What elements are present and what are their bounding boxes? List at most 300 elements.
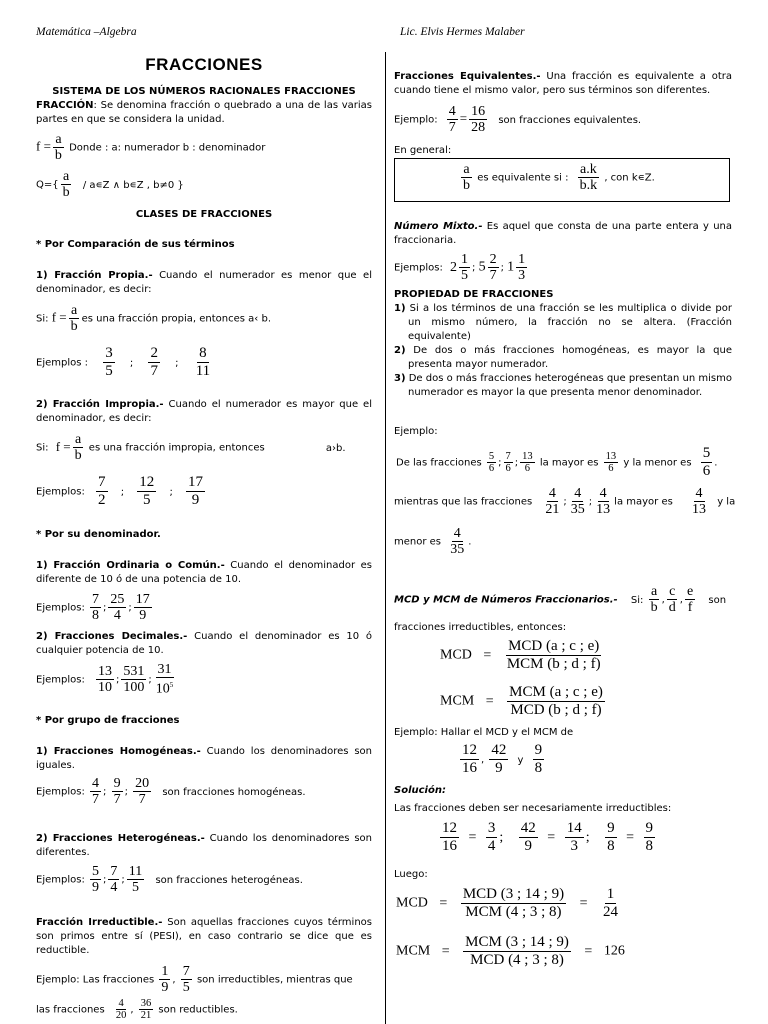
propia-text: Cuando el numerador es menor que el denominador, es decir: (36, 270, 372, 295)
denominator: b (463, 178, 470, 193)
numerator: MCD (3 ; 14 ; 9) (462, 886, 565, 902)
denominator: 5 (132, 880, 139, 895)
denominator: 13 (596, 502, 611, 517)
denominator: 9 (161, 980, 169, 995)
solucion-label: Solución: (394, 785, 446, 796)
numerator: a (463, 162, 470, 177)
numerator: 4 (92, 776, 100, 791)
ejemplos-label: Ejemplos: (36, 874, 85, 886)
denominator (154, 678, 176, 697)
mixto-examples (394, 252, 529, 283)
mayor-fraction (604, 451, 619, 474)
impropia-condition (36, 432, 346, 463)
ejemplo-label: Ejemplo: (394, 426, 438, 437)
separator: ; (499, 829, 504, 845)
decimales-definition (36, 630, 372, 658)
exponent: 5 (169, 681, 174, 689)
comparison-intro: mientras que las fracciones (394, 496, 533, 508)
denominator: 6 (608, 463, 614, 474)
example-fraction (108, 864, 119, 895)
denominator: 28 (471, 120, 486, 135)
mixed-fraction (488, 252, 499, 283)
separator: ; (563, 496, 567, 508)
homogeneas-examples (36, 776, 306, 807)
homogeneas-statement: son fracciones homogéneas. (162, 786, 306, 798)
reductible-example: las fracciones $\frac{4}{20}$ , $\frac{36}{21}$ son reductibles. (36, 998, 238, 1021)
si-label: Si: (630, 594, 644, 606)
ordinaria-text: Cuando el denominador es diferente de 10 ó de una potencia de 10. (36, 560, 372, 585)
numerator: 4 (448, 104, 456, 119)
example-fraction (520, 451, 535, 474)
numerator: 4 (548, 486, 556, 501)
numerator: 5 (702, 445, 711, 461)
numerator: MCD (a ; c ; e) (508, 638, 600, 654)
item-text: De dos o más fracciones homogéneas, es mayor la que presenta mayor numerador. (405, 345, 732, 370)
denominator: b (54, 148, 62, 163)
impropia-term: 2) Fracción Impropia.- (36, 399, 164, 410)
decimales-text: Cuando el denominador es 10 ó cualquier potencia de 10. (36, 631, 372, 656)
separator: ; (129, 357, 134, 369)
denominator: 2 (98, 492, 106, 508)
numerator: 11 (128, 864, 143, 879)
numerator: 8 (199, 345, 207, 361)
numerator: 36 (140, 998, 152, 1009)
denominator: 8 (607, 838, 615, 854)
numerator: 7 (98, 474, 106, 490)
propia-definition (36, 269, 372, 297)
a-over-b (461, 162, 472, 193)
denominator: 4 (113, 608, 121, 623)
separator: ; (116, 674, 120, 686)
mcd-value (601, 886, 620, 921)
impropia-examples (36, 474, 207, 509)
separator: ; (148, 674, 152, 686)
mcd-mcm-definition: MCD y MCM de Números Fraccionarios.- Si: $\frac{a}{b}$ , $\frac{c}{d}$ , $\frac{e}{f}$ son (394, 584, 727, 615)
denominator: 4 (487, 838, 496, 854)
equals-sign: = (485, 693, 494, 709)
numerator: 1 (461, 252, 469, 267)
a-over-b (69, 303, 80, 334)
ejemplos-label: Ejemplos: (36, 486, 85, 498)
equals-sign: = (584, 943, 593, 959)
mcm-label: MCM (440, 693, 475, 709)
separator: ; (103, 874, 107, 886)
f-equals: f = (51, 309, 67, 325)
denominator: 21 (140, 1010, 152, 1021)
numerator: 4 (453, 526, 461, 541)
impropia-definition (36, 398, 372, 426)
reduced-fractions (438, 820, 657, 855)
f-equals: f = (55, 438, 71, 454)
example-fraction (114, 998, 129, 1021)
mcm-fraction (507, 684, 605, 719)
header-author: Lic. Elvis Hermes Malaber (400, 26, 525, 38)
mixto-text: Es aquel que consta de una parte entera y una fraccionaria. (394, 221, 732, 246)
item-number: 2) (394, 345, 406, 356)
numerator: 13 (522, 451, 533, 462)
separator: ; (588, 496, 593, 508)
ejemplos-label: Ejemplos: (36, 786, 85, 798)
example-fraction (447, 104, 458, 135)
decimales-examples (36, 662, 177, 697)
item-number: 3) (394, 373, 406, 384)
numerator: 1 (518, 252, 526, 267)
reductible-statement: son reductibles. (158, 1004, 238, 1016)
example-fraction (154, 662, 176, 697)
numerator: a (55, 132, 62, 147)
ejemplo-label: Ejemplo: (394, 114, 438, 126)
separator: ; (585, 829, 590, 845)
si-label: Si: (36, 442, 49, 454)
heterogeneas-text: Cuando los denominadores son diferentes. (36, 833, 372, 858)
numerator: 7 (92, 592, 100, 607)
numerator: 9 (607, 820, 615, 836)
a-over-b (53, 132, 64, 163)
y-text: y (517, 754, 524, 766)
item-text: De dos o más fracciones heterogéneas que presentan un mismo numerador es mayor la que presenta menor denominador. (405, 373, 732, 398)
equivalentes-example (394, 104, 641, 135)
heterogeneas-definition (36, 832, 372, 860)
separator: ; (103, 786, 107, 798)
equals-sign: = (483, 647, 492, 663)
denominator: 7 (92, 792, 100, 807)
numerator: 17 (135, 592, 150, 607)
numerator: 31 (157, 662, 172, 677)
denominator: 6 (702, 463, 711, 479)
reduced-fraction (486, 820, 498, 855)
numerator: 4 (118, 998, 124, 1009)
separator: ; (514, 457, 519, 469)
q-fraction (61, 169, 72, 200)
si-label: Si: (36, 313, 49, 325)
denominator: 5 (461, 268, 469, 283)
heterogeneas-term: 2) Fracciones Heterogéneas.- (36, 833, 205, 844)
irreductible-text: Son aquellas fracciones cuyos términos son primos entre sí (PESI), en caso contrario se dice que es reductible. (36, 917, 372, 956)
numerator: e (686, 584, 694, 599)
denominator: 8 (534, 760, 543, 776)
whole-part: 5 (478, 259, 486, 275)
denominator: b (74, 448, 82, 463)
propiedad-list (394, 302, 732, 400)
definition-text: : Se denomina fracción o quebrado a una de las varias partes en que se considera la unidad. (36, 100, 372, 125)
denominator: 24 (602, 904, 618, 920)
numerator: 13 (98, 663, 113, 679)
ordinaria-term: 1) Fracción Ordinaria o Común.- (36, 560, 225, 571)
numerator: 13 (605, 451, 617, 462)
numerator: 4 (599, 486, 607, 501)
numerator: 14 (566, 820, 582, 836)
mcd-label: MCD (396, 895, 428, 911)
q-open: Q={ (36, 179, 59, 191)
whole-part: 1 (507, 259, 515, 275)
heterogeneas-statement: son fracciones heterogéneas. (155, 874, 303, 886)
irreductible-example: Ejemplo: Las fracciones $\frac{1}{9}$ , $\frac{7}{5}$ son irreductibles, mientras que (36, 964, 353, 995)
denominator: 7 (113, 792, 121, 807)
numerator: 3 (487, 820, 496, 836)
denominator: 6 (488, 463, 495, 474)
original-fraction (605, 820, 617, 855)
reduced-fraction (565, 820, 584, 855)
ejemplos-label: Ejemplos: (394, 262, 443, 274)
numerator: 7 (110, 864, 118, 879)
homogeneas-comparison (396, 445, 717, 480)
original-fraction (440, 820, 459, 855)
equivalentes-statement: son fracciones equivalentes. (498, 114, 642, 126)
numerator: 20 (135, 776, 150, 791)
separator: ; (472, 262, 476, 274)
mcd-fraction (461, 886, 566, 921)
numerator: 7 (182, 964, 190, 979)
example-fraction (90, 592, 101, 623)
example-fraction (504, 451, 513, 474)
denominator: b.k (579, 178, 598, 193)
propia-statement: es una fracción propia, entonces a‹ b. (81, 313, 272, 325)
denominator: 7 (138, 792, 146, 807)
por-grupo-heading: * Por grupo de fracciones (36, 715, 180, 726)
q-set-definition (36, 169, 184, 200)
example-fraction (112, 776, 123, 807)
impropia-condition-end: a›b. (325, 442, 346, 454)
denominator: 5 (105, 363, 113, 379)
numerator: 16 (471, 104, 486, 119)
en-general-label: En general: (394, 145, 452, 156)
mixed-fraction (516, 252, 527, 283)
item-text: Si a los términos de una fracción se les multiplica o divide por un mismo número, la fracción no se altera. (Fracción equivalente) (405, 303, 732, 342)
mcm-value: 126 (603, 943, 625, 959)
denominator: 16 (442, 838, 457, 854)
numerator: a (63, 169, 70, 184)
mayor-fraction (690, 486, 708, 517)
mixto-term: Número Mixto.- (394, 221, 483, 232)
mixed-fraction (459, 252, 470, 283)
section-subtitle: SISTEMA DE LOS NÚMEROS RACIONALES FRACCIONES (52, 86, 356, 97)
ejemplos-label: Ejemplos: (36, 674, 85, 686)
example-fraction (489, 742, 508, 777)
propiedad-heading: PROPIEDAD DE FRACCIONES (394, 289, 554, 300)
example-fraction (139, 998, 154, 1021)
equals-sign: = (439, 895, 448, 911)
equivalentes-term: Fracciones Equivalentes.- (394, 71, 541, 82)
item-number: 1) (394, 303, 406, 314)
k-condition: , con k∊Z. (604, 172, 655, 184)
denominator: 7 (448, 120, 456, 135)
denominator: 35 (450, 542, 465, 557)
numerator: 2 (489, 252, 497, 267)
denominator: 21 (545, 502, 560, 517)
fraction-formula (36, 132, 265, 163)
separator: ; (121, 874, 125, 886)
fraction-ab (649, 584, 660, 615)
example-fractions: $\frac{12}{16}$ , $\frac{42}{9}$ y $\frac{9}{8}$ (462, 742, 543, 776)
propiedad-item (394, 302, 732, 344)
numerator: MCM (3 ; 14 ; 9) (465, 934, 569, 950)
propia-condition (36, 303, 271, 334)
luego-label: Luego: (394, 869, 428, 880)
example-fraction (133, 776, 151, 807)
impropia-text: Cuando el numerador es mayor que el denominador, es decir: (36, 399, 372, 424)
mixto-definition (394, 220, 732, 248)
example-middle: son irreductibles, mientras que (196, 974, 353, 986)
denominator: 6 (505, 463, 511, 474)
menor-result (394, 526, 471, 557)
example-statement: Ejemplo: Hallar el MCD y el MCM de (394, 727, 574, 738)
denominator: 100 (123, 679, 145, 695)
example-fraction (186, 474, 205, 509)
denominator: 6 (524, 463, 530, 474)
denominator: 11 (195, 363, 211, 379)
numerator: 42 (491, 742, 507, 758)
mcd-result (396, 886, 622, 921)
equals-sign: = (459, 110, 468, 126)
por-denominador-heading: * Por su denominador. (36, 529, 161, 540)
example-fraction (543, 486, 561, 517)
example-fraction (127, 864, 144, 895)
propiedad-item (394, 372, 732, 400)
whole-part: 2 (450, 259, 458, 275)
example-fraction (103, 345, 115, 380)
homogeneas-definition (36, 745, 372, 773)
example-fraction (137, 474, 156, 509)
separator: ; (175, 357, 179, 369)
separator: ; (103, 602, 107, 614)
impropia-statement: es una fracción impropia, entonces (88, 442, 265, 454)
ordinaria-examples (36, 592, 154, 623)
denominator: 7 (489, 268, 497, 283)
general-rule-box (394, 158, 730, 202)
denominator: 5 (143, 492, 151, 508)
irreductible-term: Fracción Irreductible.- (36, 917, 163, 928)
propia-term: 1) Fracción Propia.- (36, 270, 153, 281)
f-equals: f = (36, 138, 51, 154)
clases-heading: CLASES DE FRACCIONES (135, 209, 273, 220)
period: . (468, 536, 472, 548)
numerator: MCM (a ; c ; e) (509, 684, 603, 700)
separator: ; (500, 262, 504, 274)
numerator: c (669, 584, 676, 599)
mcm-fraction (463, 934, 571, 969)
separator: ; (120, 486, 125, 498)
q-conditions: / a∊Z ∧ b∊Z , b≠0 } (82, 179, 184, 191)
example-fraction (90, 776, 101, 807)
fraction-ef (685, 584, 695, 615)
equals-sign: = (547, 829, 556, 845)
equals-sign: = (468, 829, 477, 845)
separator: ; (128, 602, 132, 614)
reduced-fraction (644, 820, 656, 855)
denominator: 8 (92, 608, 100, 623)
numerator: 12 (139, 474, 155, 490)
mcd-formula (440, 638, 605, 673)
numerator: 9 (113, 776, 121, 791)
page-title: FRACCIONES (145, 55, 263, 74)
denominator: 9 (191, 492, 200, 508)
numerator: 1 (161, 964, 169, 979)
denominator: b (70, 319, 78, 334)
denominator: 7 (150, 363, 158, 379)
propia-examples (36, 345, 214, 380)
numerator: 2 (150, 345, 158, 361)
numerator: 5 (92, 864, 100, 879)
ak-over-bk (578, 162, 600, 193)
mcm-result (396, 934, 625, 969)
denominator: 8 (645, 838, 653, 854)
numerator: 3 (105, 345, 113, 361)
numerator: 17 (188, 474, 204, 490)
comparison-intro: De las fracciones (396, 457, 482, 469)
mcd-fraction (505, 638, 603, 673)
example-fraction (90, 864, 101, 895)
separator: ; (124, 786, 128, 798)
heterogeneas-comparison (394, 486, 735, 517)
homogeneas-text: Cuando los denominadores son iguales. (36, 746, 372, 771)
menor-fraction (448, 526, 466, 557)
propiedad-item (394, 344, 732, 372)
denominator: 35 (570, 502, 585, 517)
example-intro: Ejemplo: Las fracciones (36, 974, 155, 986)
denominator: 3 (570, 838, 578, 854)
menor-text: menor es (394, 536, 442, 548)
numerator: 5 (488, 451, 495, 462)
example-fraction (487, 451, 496, 474)
mayor-text: la mayor es (539, 457, 599, 469)
numerator: 4 (574, 486, 582, 501)
menor-fraction (701, 445, 713, 480)
mcm-label: MCM (396, 943, 431, 959)
denominator: 9 (524, 838, 533, 854)
denominator: 10 (98, 679, 113, 695)
numerator: 531 (123, 663, 145, 679)
numerator: 7 (505, 451, 511, 462)
period: . (714, 457, 718, 469)
denominator: 5 (182, 980, 190, 995)
denominator: 13 (692, 502, 707, 517)
mcd-mcm-term: MCD y MCM de Números Fraccionarios.- (394, 594, 618, 606)
denominator: f (687, 600, 693, 615)
denominator: b (62, 185, 70, 200)
general-rule (459, 162, 655, 193)
equivalentes-definition (394, 70, 732, 98)
por-comparacion-heading: * Por Comparación de sus términos (36, 239, 235, 250)
ejemplos-label: Ejemplos: (36, 602, 85, 614)
numerator: a (75, 432, 82, 447)
numerator: 4 (695, 486, 703, 501)
numerator: 12 (462, 742, 477, 758)
example-fraction (121, 664, 146, 695)
example-fraction (134, 592, 152, 623)
denominator: d (668, 600, 676, 615)
irreducible-condition: fracciones irreductibles, entonces: (394, 622, 567, 633)
ejemplos-label: Ejemplos : (36, 357, 88, 369)
homogeneas-term: 1) Fracciones Homogéneas.- (36, 746, 201, 757)
fraction-cd (667, 584, 678, 615)
mcm-formula (440, 684, 607, 719)
equals-sign: = (626, 829, 634, 845)
menor-text: y la menor es (623, 457, 692, 469)
mcd-label: MCD (440, 647, 472, 663)
heterogeneas-examples (36, 864, 303, 895)
equivalentes-text: Una fracción es equivalente a otra cuando tiene el mismo valor, pero sus términos son diferentes. (394, 71, 732, 96)
example-fraction (96, 664, 114, 695)
denominator: MCM (b ; d ; f) (506, 656, 601, 672)
numerator: 9 (534, 742, 543, 758)
denominator: 9 (139, 608, 147, 623)
numerator: 25 (110, 592, 125, 607)
son-text: son (708, 594, 727, 606)
numerator: 9 (645, 820, 653, 836)
example-fraction (148, 345, 160, 380)
definition-term: FRACCIÓN (36, 100, 94, 111)
a-over-b (73, 432, 84, 463)
